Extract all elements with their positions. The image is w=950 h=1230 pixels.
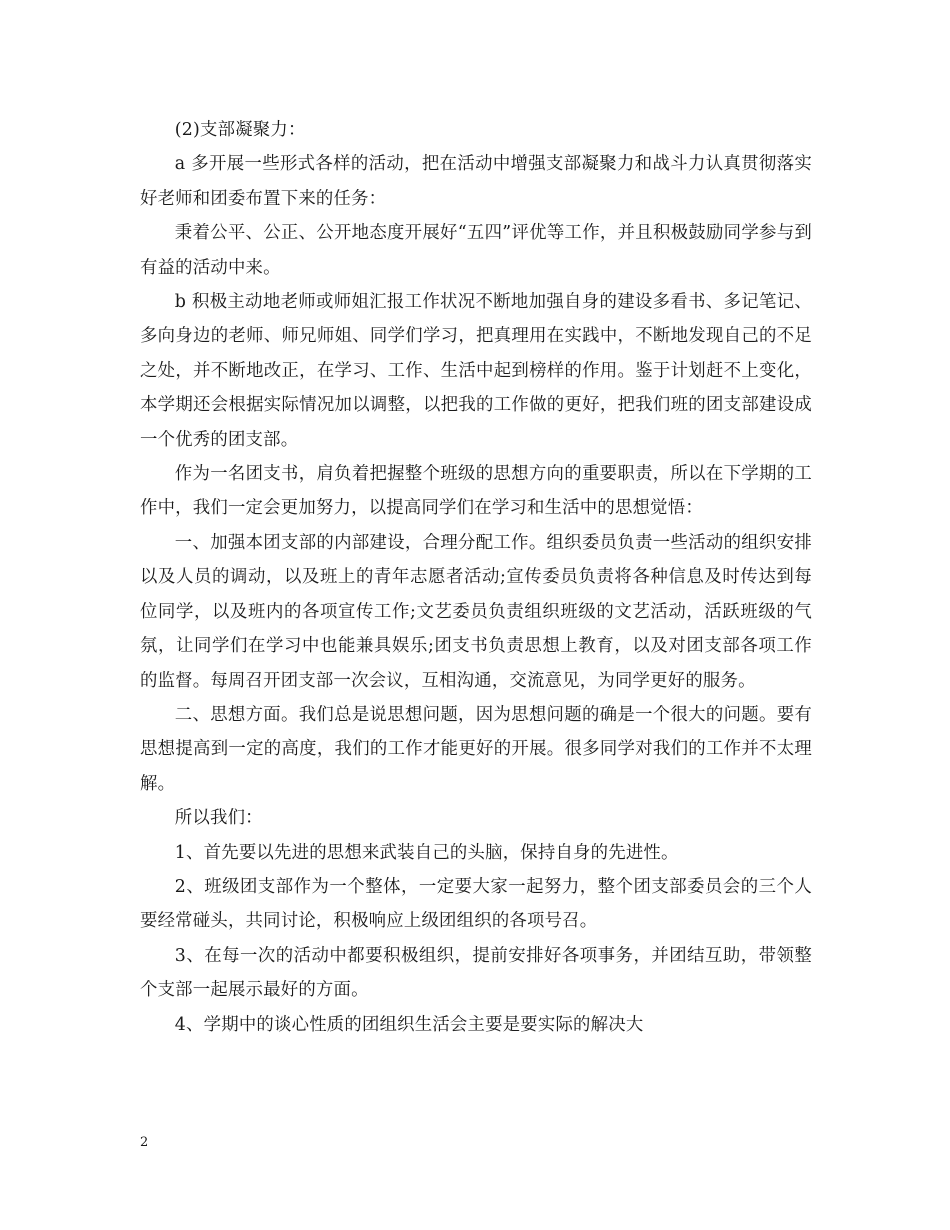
- paragraph-item-a: a 多开展一些形式各样的活动，把在活动中增强支部凝聚力和战斗力认真贯彻落实好老师和团委布置下来的任务：: [140, 154, 812, 209]
- paragraph-point-1: 1、首先要以先进的思想来武装自己的头脑，保持自身的先进性。: [174, 842, 679, 863]
- paragraph-point-4: 4、学期中的谈心性质的团组织生活会主要是要实际的解决大: [174, 1014, 644, 1035]
- paragraph-cohesion-heading: (2)支部凝聚力：: [174, 120, 306, 140]
- paragraph-item-b: b 积极主动地老师或师姐汇报工作状况不断地加强自身的建设多看书、多记笔记、多向身边的老师、师兄师姐、同学们学习，把真理用在实践中，不断地发现自己的不足之处，并不断地改正，在学习、工作、生活中起到榜样的作用。鉴于计划赶不上变化，本学期还会根据实际情况加以调整，以把我的工作做的更好，把我们班的团支部建设成一个优秀的团支部。: [140, 292, 812, 450]
- paragraph-section-one: 一、加强本团支部的内部建设，合理分配工作。组织委员负责一些活动的组织安排以及人员的调动，以及班上的青年志愿者活动;宣传委员负责将各种信息及时传达到每位同学，以及班内的各项宣传工作;文艺委员负责组织班级的文艺活动，活跃班级的气氛，让同学们在学习中也能兼具娱乐;团支书负责思想上教育，以及对团支部各项工作的监督。每周召开团支部一次会议，互相沟通，交流意见，为同学更好的服务。: [140, 532, 812, 691]
- paragraph-point-3: 3、在每一次的活动中都要积极组织，提前安排好各项事务，并团结互助，带领整个支部一起展示最好的方面。: [140, 945, 812, 1001]
- paragraph-fairness: 秉着公平、公正、公开地态度开展好“五四”评优等工作，并且积极鼓励同学参与到有益的活动中来。: [140, 223, 812, 278]
- page-number: 2: [140, 1135, 149, 1150]
- document-body: [140, 113, 812, 1042]
- paragraph-point-2: 2、班级团支部作为一个整体，一定要大家一起努力，整个团支部委员会的三个人要经常碰头，共同讨论，积极响应上级团组织的各项号召。: [140, 876, 812, 932]
- paragraph-so-we: 所以我们：: [174, 808, 263, 829]
- paragraph-secretary-role: 作为一名团支书，肩负着把握整个班级的思想方向的重要职责，所以在下学期的工作中，我们一定会更加努力，以提高同学们在学习和生活中的思想觉悟：: [140, 464, 812, 519]
- paragraph-section-two: 二、思想方面。我们总是说思想问题，因为思想问题的确是一个很大的问题。要有思想提高到一定的高度，我们的工作才能更好的开展。很多同学对我们的工作并不太理解。: [140, 704, 812, 794]
